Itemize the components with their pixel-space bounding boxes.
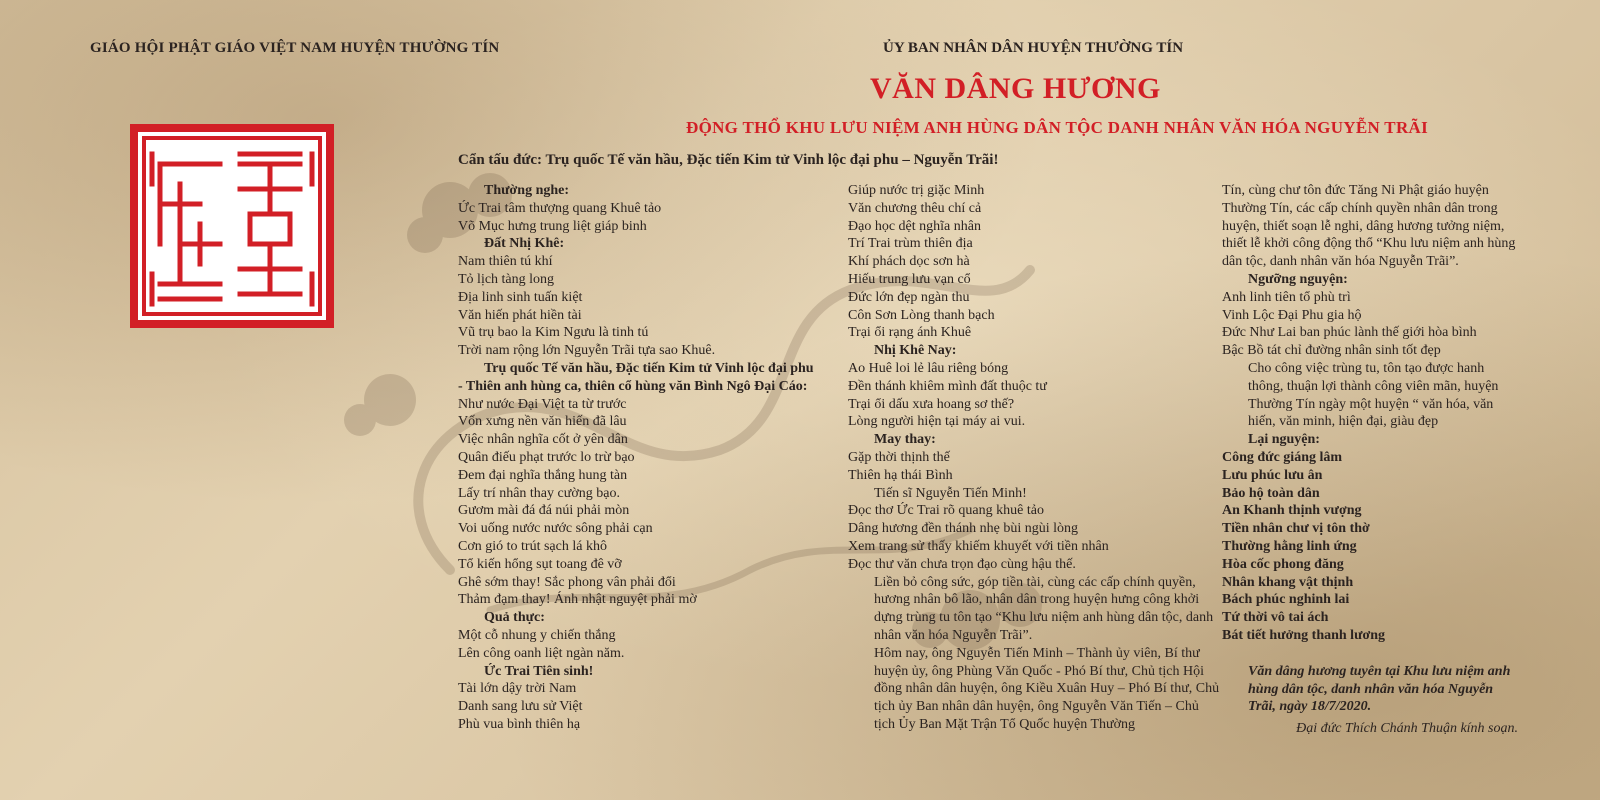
verse-line: Ghê sớm thay! Sắc phong vân phải đổi <box>458 574 676 590</box>
verse-line: Quả thực: <box>484 610 545 626</box>
verse-line: Đọc thơ Ức Trai rõ quang khuê tảo <box>848 503 1044 519</box>
verse-line: Đền thánh khiêm mình đất thuộc tư <box>848 378 1047 394</box>
verse-line: Bậc Bồ tát chỉ đường nhân sinh tốt đẹp <box>1222 343 1441 359</box>
verse-line: An Khanh thịnh vượng <box>1222 503 1362 519</box>
verse-line: Lấy trí nhân thay cường bạo. <box>458 485 620 501</box>
closing-signature: Đại đức Thích Chánh Thuận kính soạn. <box>1296 721 1518 737</box>
verse-line: Danh sang lưu sử Việt <box>458 699 583 715</box>
committee-header: ỦY BAN NHÂN DÂN HUYỆN THƯỜNG TÍN <box>883 40 1184 56</box>
verse-line: Khí phách dọc sơn hà <box>848 254 970 270</box>
verse-line: Việc nhân nghĩa cốt ở yên dân <box>458 432 628 448</box>
verse-line: Trại ổi dấu xưa hoang sơ thế? <box>848 396 1015 412</box>
verse-line: Côn Sơn Lòng thanh bạch <box>848 307 995 323</box>
verse-line: Giúp nước trị giặc Minh <box>848 183 985 198</box>
verse-line: Vũ trụ bao la Kim Ngưu là tinh tú <box>458 325 649 341</box>
verse-line: Tỏ lịch tàng long <box>458 271 555 287</box>
page-title: VĂN DÂNG HƯƠNG <box>870 72 1161 105</box>
verse-line: Văn hiến phát hiền tài <box>458 307 582 323</box>
verse-line: Xem trang sử thấy khiếm khuyết với tiền nhân <box>848 538 1109 554</box>
verse-line: Lại nguyện: <box>1248 432 1320 448</box>
verse-line: Quân điếu phạt trước lo trừ bạo <box>458 449 635 465</box>
verse-line: Như nước Đại Việt ta từ trước <box>458 396 627 412</box>
verse-line: Tiến sĩ Nguyễn Tiến Minh! <box>874 485 1027 501</box>
verse-line: Dâng hương đền thánh nhẹ bùi ngùi lòng <box>848 521 1079 537</box>
verse-line: Nam thiên tú khí <box>458 254 553 270</box>
verse-line: Phù vua bình thiên hạ <box>458 716 581 732</box>
verse-line: Đức lớn đẹp ngàn thu <box>848 289 970 305</box>
verse-line: Cơn gió to trút sạch lá khô <box>458 538 607 554</box>
verse-column-1 <box>458 182 838 734</box>
verse-line: Trụ quốc Tế văn hầu, Đặc tiến Kim tử Vinh lộc đại phu <box>484 360 814 376</box>
verse-line: Ức Trai tâm thượng quang Khuê tảo <box>458 200 662 216</box>
verse-line: Võ Mục hưng trung liệt giáp binh <box>458 218 647 234</box>
verse-line: Đức Như Lai ban phúc lành thế giới hòa bình <box>1222 325 1477 341</box>
verse-line: Hòa cốc phong đăng <box>1222 556 1344 572</box>
verse-line: Liền bỏ công sức, góp tiền tài, cùng các cấp chính quyền, hương nhân bô lão, nhân dân trong huyện hưng công khởi dựng trùng tu tôn tạo “Khu lưu niệm anh hùng dân tộc, danh nhân văn hóa Nguyễn Trãi”. <box>874 574 1214 643</box>
verse-line: Ao Huê loi lẻ lâu riêng bóng <box>848 360 1009 376</box>
verse-column-2 <box>848 182 1220 734</box>
verse-line: Đạo học dệt nghĩa nhân <box>848 218 981 234</box>
verse-line: Vốn xưng nền văn hiến đã lâu <box>458 414 627 430</box>
verse-line: May thay: <box>874 432 936 448</box>
verse-line: Tiền nhân chư vị tôn thờ <box>1222 521 1370 537</box>
verse-line: Anh linh tiên tổ phù trì <box>1222 289 1351 305</box>
verse-line: Tổ kiến hổng sụt toang đê vỡ <box>458 556 622 572</box>
verse-line: Công đức giáng lâm <box>1222 449 1343 465</box>
verse-line: Gươm mài đá đá núi phải mòn <box>458 503 630 519</box>
verse-line: Trí Trai trùm thiên địa <box>848 236 973 252</box>
verse-line: Đọc thư văn chưa trọn đạo cùng hậu thế. <box>848 556 1076 572</box>
invocation-line: Cẩn tấu đức: Trụ quốc Tế văn hầu, Đặc tiến Kim tử Vinh lộc đại phu – Nguyễn Trãi! <box>458 152 999 168</box>
verse-line: Nhị Khê Nay: <box>874 343 957 359</box>
verse-line: Voi uống nước nước sông phải cạn <box>458 521 653 537</box>
verse-line: - Thiên anh hùng ca, thiên cổ hùng văn Bình Ngô Đại Cáo: <box>458 378 808 394</box>
page-subtitle: ĐỘNG THỔ KHU LƯU NIỆM ANH HÙNG DÂN TỘC DANH NHÂN VĂN HÓA NGUYỄN TRÃI <box>686 118 1429 137</box>
closing-statement: Văn dâng hương tuyên tại Khu lưu niệm anh hùng dân tộc, danh nhân văn hóa Nguyễn Trãi, ngày 18/7/2020. <box>1248 663 1511 715</box>
verse-line: Tài lớn dậy trời Nam <box>458 681 577 697</box>
verse-line: Thường hằng linh ứng <box>1222 538 1357 554</box>
verse-line: Bảo hộ toàn dân <box>1222 485 1320 501</box>
verse-line: Đem đại nghĩa thắng hung tàn <box>458 467 628 483</box>
verse-line: Một cỗ nhung y chiến thắng <box>458 627 616 643</box>
verse-line: Ngưỡng nguyện: <box>1248 271 1348 287</box>
verse-line: Lên công oanh liệt ngàn năm. <box>458 645 625 661</box>
verse-line: Tín, cùng chư tôn đức Tăng Ni Phật giáo huyện Thường Tín, các cấp chính quyền nhân dân trong huyện, thiết soạn lễ nghi, dâng hương tưởng niệm, thiết lễ khởi công động thổ “Khu lưu niệm anh hùng dân tộc, danh nhân văn hóa Nguyễn Trãi”. <box>1222 183 1516 270</box>
verse-line: Thiên hạ thái Bình <box>848 467 953 483</box>
verse-line: Bách phúc nghinh lai <box>1222 592 1350 608</box>
verse-line: Bát tiết hưởng thanh lương <box>1222 627 1386 643</box>
verse-column-3 <box>1222 182 1518 738</box>
verse-line: Gặp thời thịnh thế <box>848 449 950 465</box>
verse-line: Lưu phúc lưu ân <box>1222 467 1323 483</box>
verse-line: Tứ thời vô tai ách <box>1222 610 1329 626</box>
verse-line: Lòng người hiện tại máy ai vui. <box>848 414 1026 430</box>
verse-line: Hiếu trung lưu vạn cổ <box>848 271 971 287</box>
verse-line: Đất Nhị Khê: <box>484 236 565 252</box>
verse-line: Trại ổi rạng ánh Khuê <box>848 325 972 341</box>
verse-line: Ức Trai Tiên sinh! <box>484 663 594 679</box>
verse-line: Vinh Lộc Đại Phu gia hộ <box>1222 307 1362 323</box>
verse-line: Nhân khang vật thịnh <box>1222 574 1354 590</box>
verse-line: Thảm đạm thay! Ánh nhật nguyệt phải mờ <box>458 592 697 608</box>
verse-line: Cho công việc trùng tu, tôn tạo được hanh thông, thuận lợi thành công viên mãn, huyện Thường Tín ngày một huyện “ văn hóa, văn hiến, văn minh, hiện đại, giàu đẹp <box>1248 360 1499 430</box>
verse-line: Văn chương thêu chí cả <box>848 200 982 216</box>
verse-line: Trời nam rộng lớn Nguyễn Trãi tựa sao Khuê. <box>458 343 716 359</box>
church-header: GIÁO HỘI PHẬT GIÁO VIỆT NAM HUYỆN THƯỜNG TÍN <box>90 40 500 56</box>
verse-line: Hôm nay, ông Nguyễn Tiến Minh – Thành ủy viên, Bí thư huyện ủy, ông Phùng Văn Quốc - Phó Bí thư, Chủ tịch Hội đồng nhân dân huyện, ông Kiều Xuân Huy – Phó Bí thư, Chủ tịch ủy Ban nhân dân huyện, ông Nguyễn Văn Tiến – Chủ tịch Ủy Ban Mặt Trận Tổ Quốc huyện Thường <box>874 645 1220 732</box>
verse-line: Địa linh sinh tuấn kiệt <box>458 289 583 305</box>
verse-line: Thường nghe: <box>484 183 570 198</box>
red-square-seal-icon <box>130 124 334 328</box>
